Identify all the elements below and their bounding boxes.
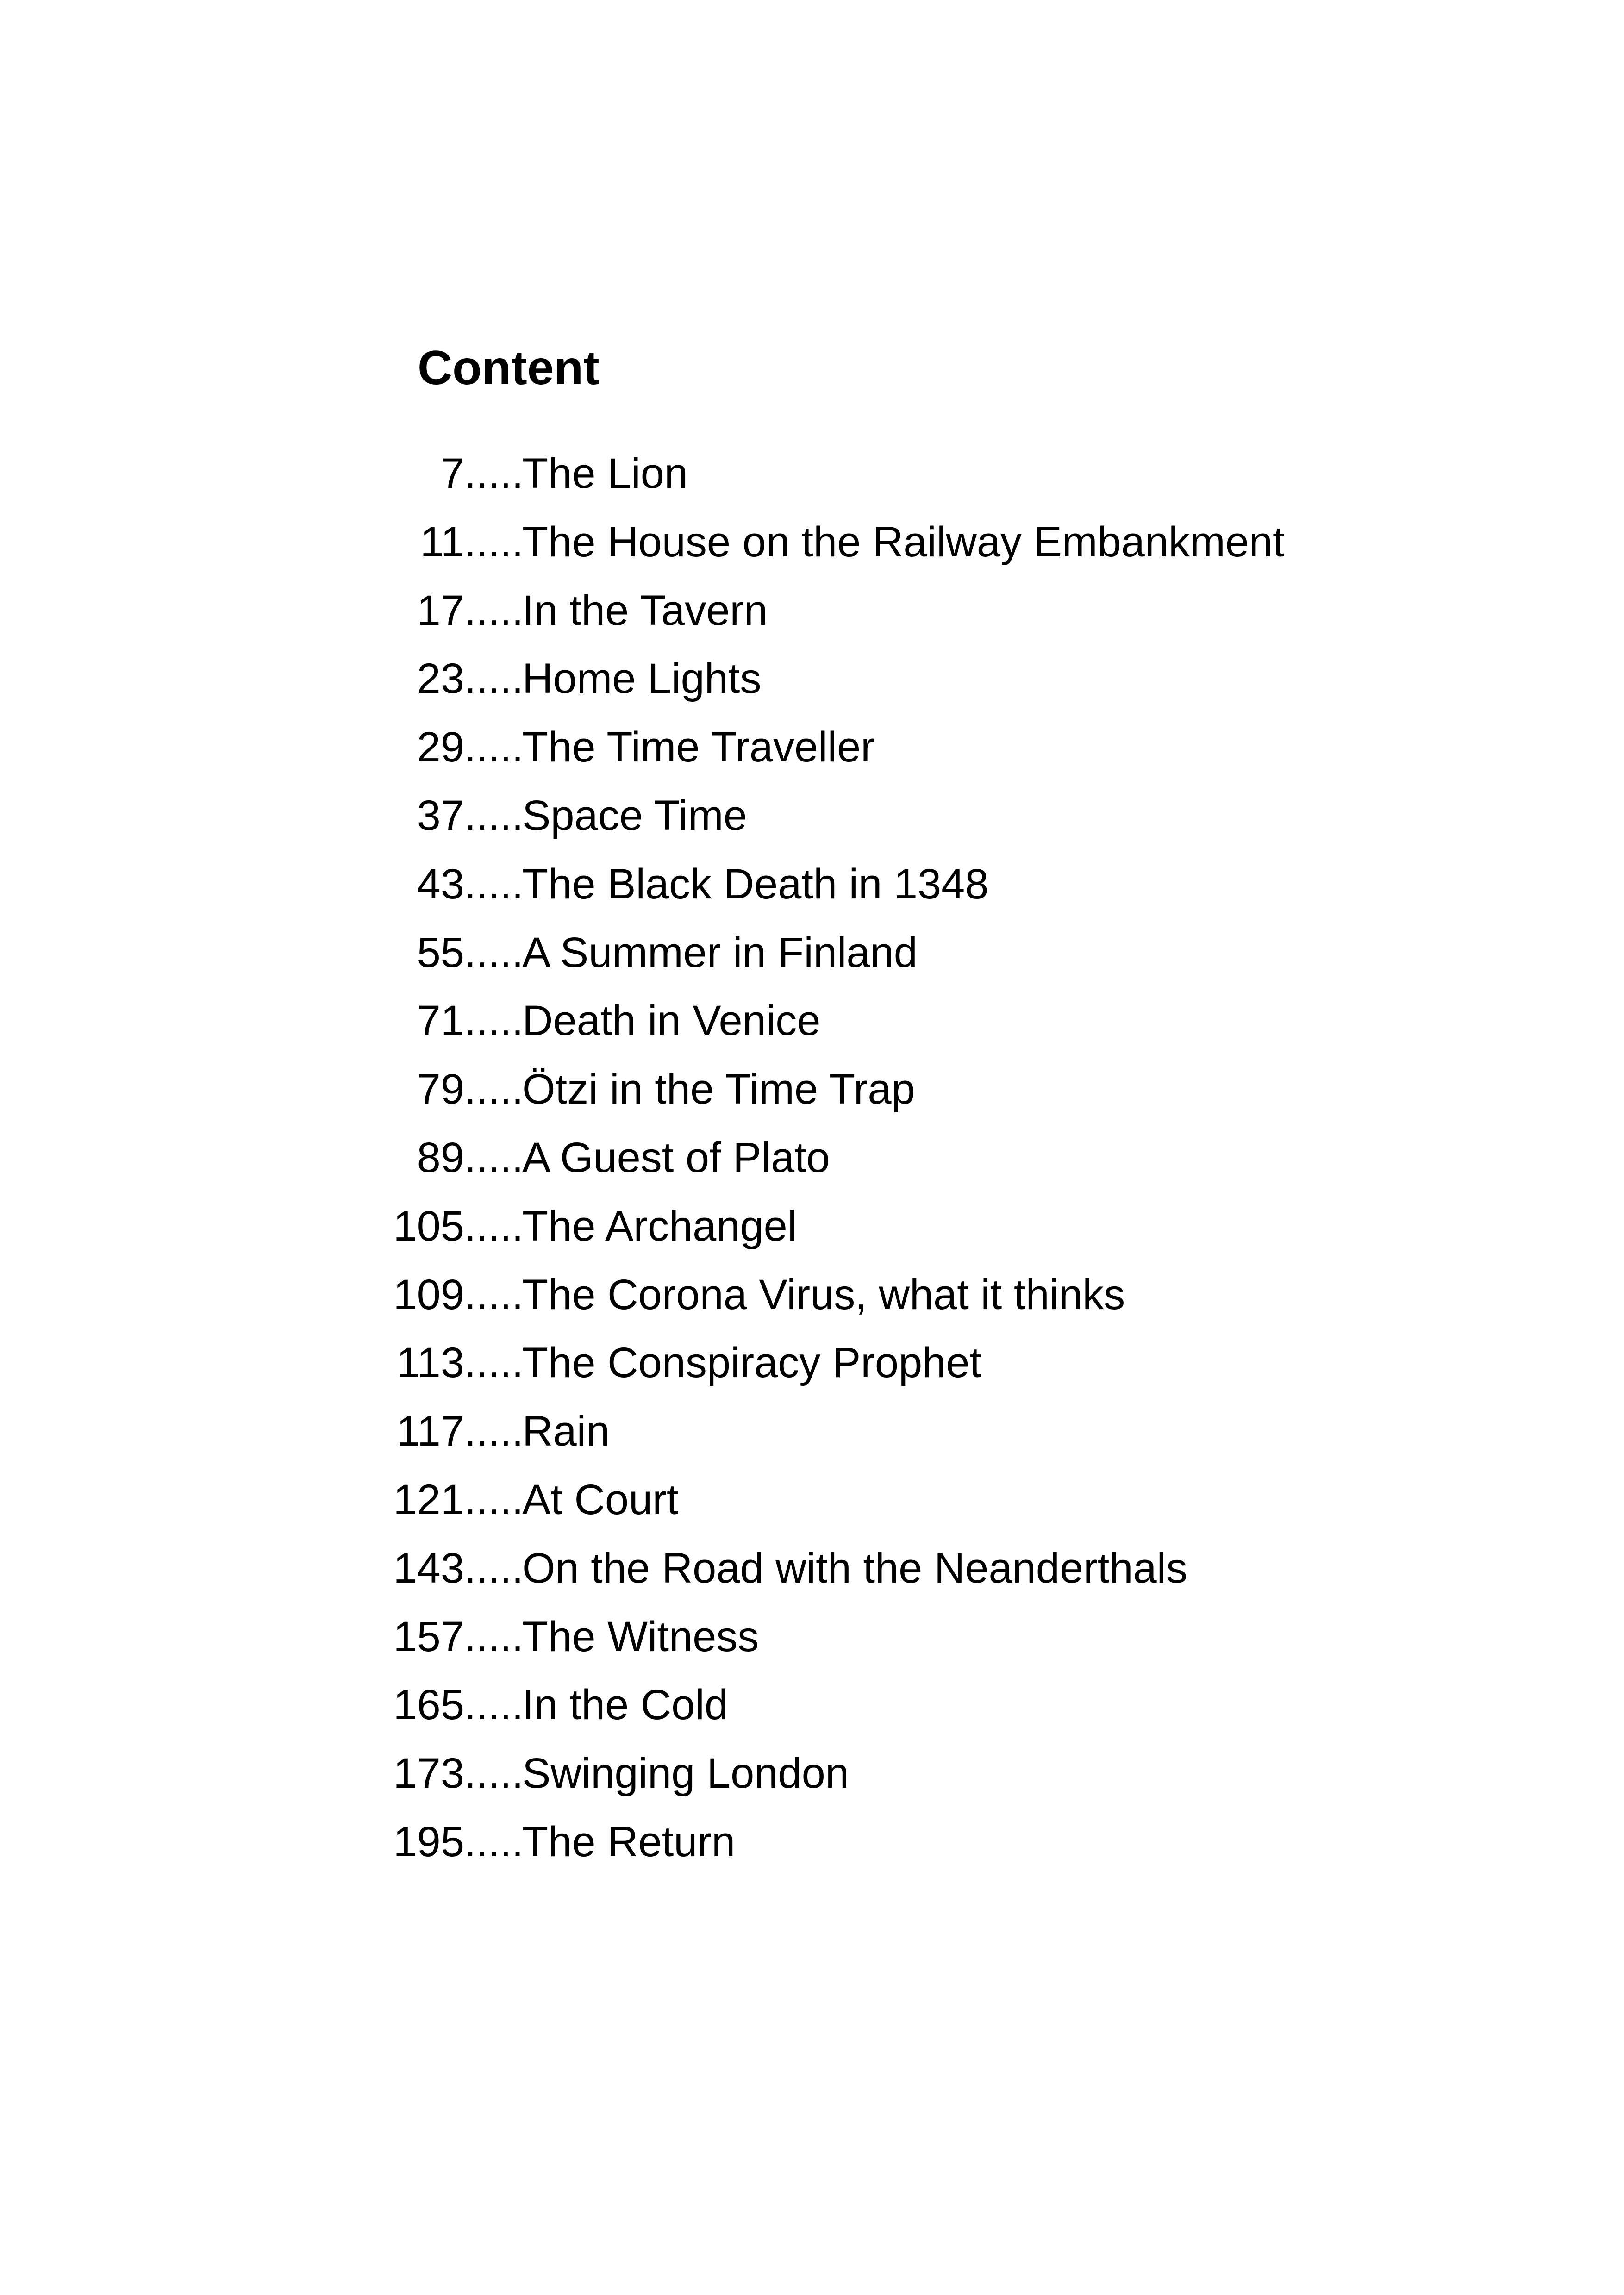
toc-page-number: 173 [393,1750,464,1797]
table-of-contents [0,440,1624,1877]
toc-page-number: 55 [417,929,464,976]
toc-entry [0,440,1624,508]
toc-dot-leader: ..... [464,1750,524,1797]
toc-entry-title: The House on the Railway Embankment [522,518,1285,566]
toc-entry [0,1192,1624,1261]
toc-dot-leader: ..... [464,450,524,497]
toc-entry [0,577,1624,645]
toc-entry-title: The Archangel [522,1202,797,1250]
toc-page-number: 71 [417,997,464,1045]
toc-entry-title: Rain [522,1408,610,1455]
toc-entry [0,1329,1624,1397]
toc-page-number: 143 [393,1544,464,1592]
toc-entry-title: A Guest of Plato [522,1134,830,1181]
toc-entry [0,987,1624,1055]
toc-entry-title: In the Tavern [522,586,768,634]
toc-entry [0,645,1624,713]
toc-entry-title: Ötzi in the Time Trap [522,1066,915,1113]
toc-dot-leader: ..... [464,1681,524,1729]
toc-page-number: 43 [417,860,464,908]
toc-entry-title: The Black Death in 1348 [522,860,989,908]
toc-dot-leader: ..... [464,1408,524,1455]
toc-dot-leader: ..... [464,1202,524,1250]
toc-entry [0,1124,1624,1192]
toc-entry [0,850,1624,919]
toc-page-number: 165 [393,1681,464,1729]
toc-dot-leader: ..... [464,929,524,976]
toc-entry [0,713,1624,782]
toc-dot-leader: ..... [464,518,524,566]
toc-page-number: 113 [396,1339,464,1387]
toc-entry-title: The Lion [522,450,688,497]
toc-entry [0,1534,1624,1603]
toc-dot-leader: ..... [464,1271,524,1318]
toc-entry [0,919,1624,987]
toc-entry-title: Swinging London [522,1750,849,1797]
toc-entry-title: The Witness [522,1613,759,1660]
toc-entry-title: Death in Venice [522,997,821,1045]
toc-entry-title: Home Lights [522,655,762,703]
toc-dot-leader: ..... [464,1544,524,1592]
toc-page-number: 117 [396,1408,464,1455]
toc-entry [0,1808,1624,1877]
toc-page-number: 23 [417,655,464,703]
toc-dot-leader: ..... [464,1818,524,1865]
toc-entry-title: The Time Traveller [522,723,875,771]
toc-entry-title: A Summer in Finland [522,929,918,976]
toc-entry-title: The Corona Virus, what it thinks [522,1271,1125,1318]
toc-page-number: 7 [440,450,464,497]
toc-page-number: 89 [417,1134,464,1181]
toc-dot-leader: ..... [464,1339,524,1387]
toc-entry [0,1055,1624,1124]
toc-page-number: 109 [393,1271,464,1318]
toc-entry-title: At Court [522,1476,679,1523]
toc-page-number: 121 [393,1476,464,1523]
toc-dot-leader: ..... [464,586,524,634]
toc-page-number: 11 [420,518,464,566]
page-title: Content [418,341,600,395]
toc-dot-leader: ..... [464,1134,524,1181]
toc-entry [0,1261,1624,1329]
toc-entry-title: Space Time [522,792,747,839]
toc-page-number: 157 [393,1613,464,1660]
toc-entry [0,1397,1624,1466]
toc-entry [0,508,1624,577]
toc-entry-title: In the Cold [522,1681,728,1729]
toc-entry [0,1740,1624,1808]
toc-entry-title: On the Road with the Neanderthals [522,1544,1188,1592]
toc-entry [0,1671,1624,1740]
toc-dot-leader: ..... [464,997,524,1045]
toc-page-number: 105 [393,1202,464,1250]
toc-page-number: 195 [393,1818,464,1865]
toc-dot-leader: ..... [464,1613,524,1660]
toc-entry-title: The Return [522,1818,736,1865]
toc-dot-leader: ..... [464,723,524,771]
toc-page-number: 79 [417,1066,464,1113]
toc-entry [0,782,1624,850]
toc-dot-leader: ..... [464,1066,524,1113]
toc-dot-leader: ..... [464,860,524,908]
toc-entry [0,1603,1624,1671]
toc-dot-leader: ..... [464,1476,524,1523]
toc-entry-title: The Conspiracy Prophet [522,1339,982,1387]
toc-entry [0,1466,1624,1534]
toc-page-number: 17 [417,586,464,634]
toc-dot-leader: ..... [464,792,524,839]
toc-page-number: 37 [417,792,464,839]
toc-dot-leader: ..... [464,655,524,703]
toc-page-number: 29 [417,723,464,771]
